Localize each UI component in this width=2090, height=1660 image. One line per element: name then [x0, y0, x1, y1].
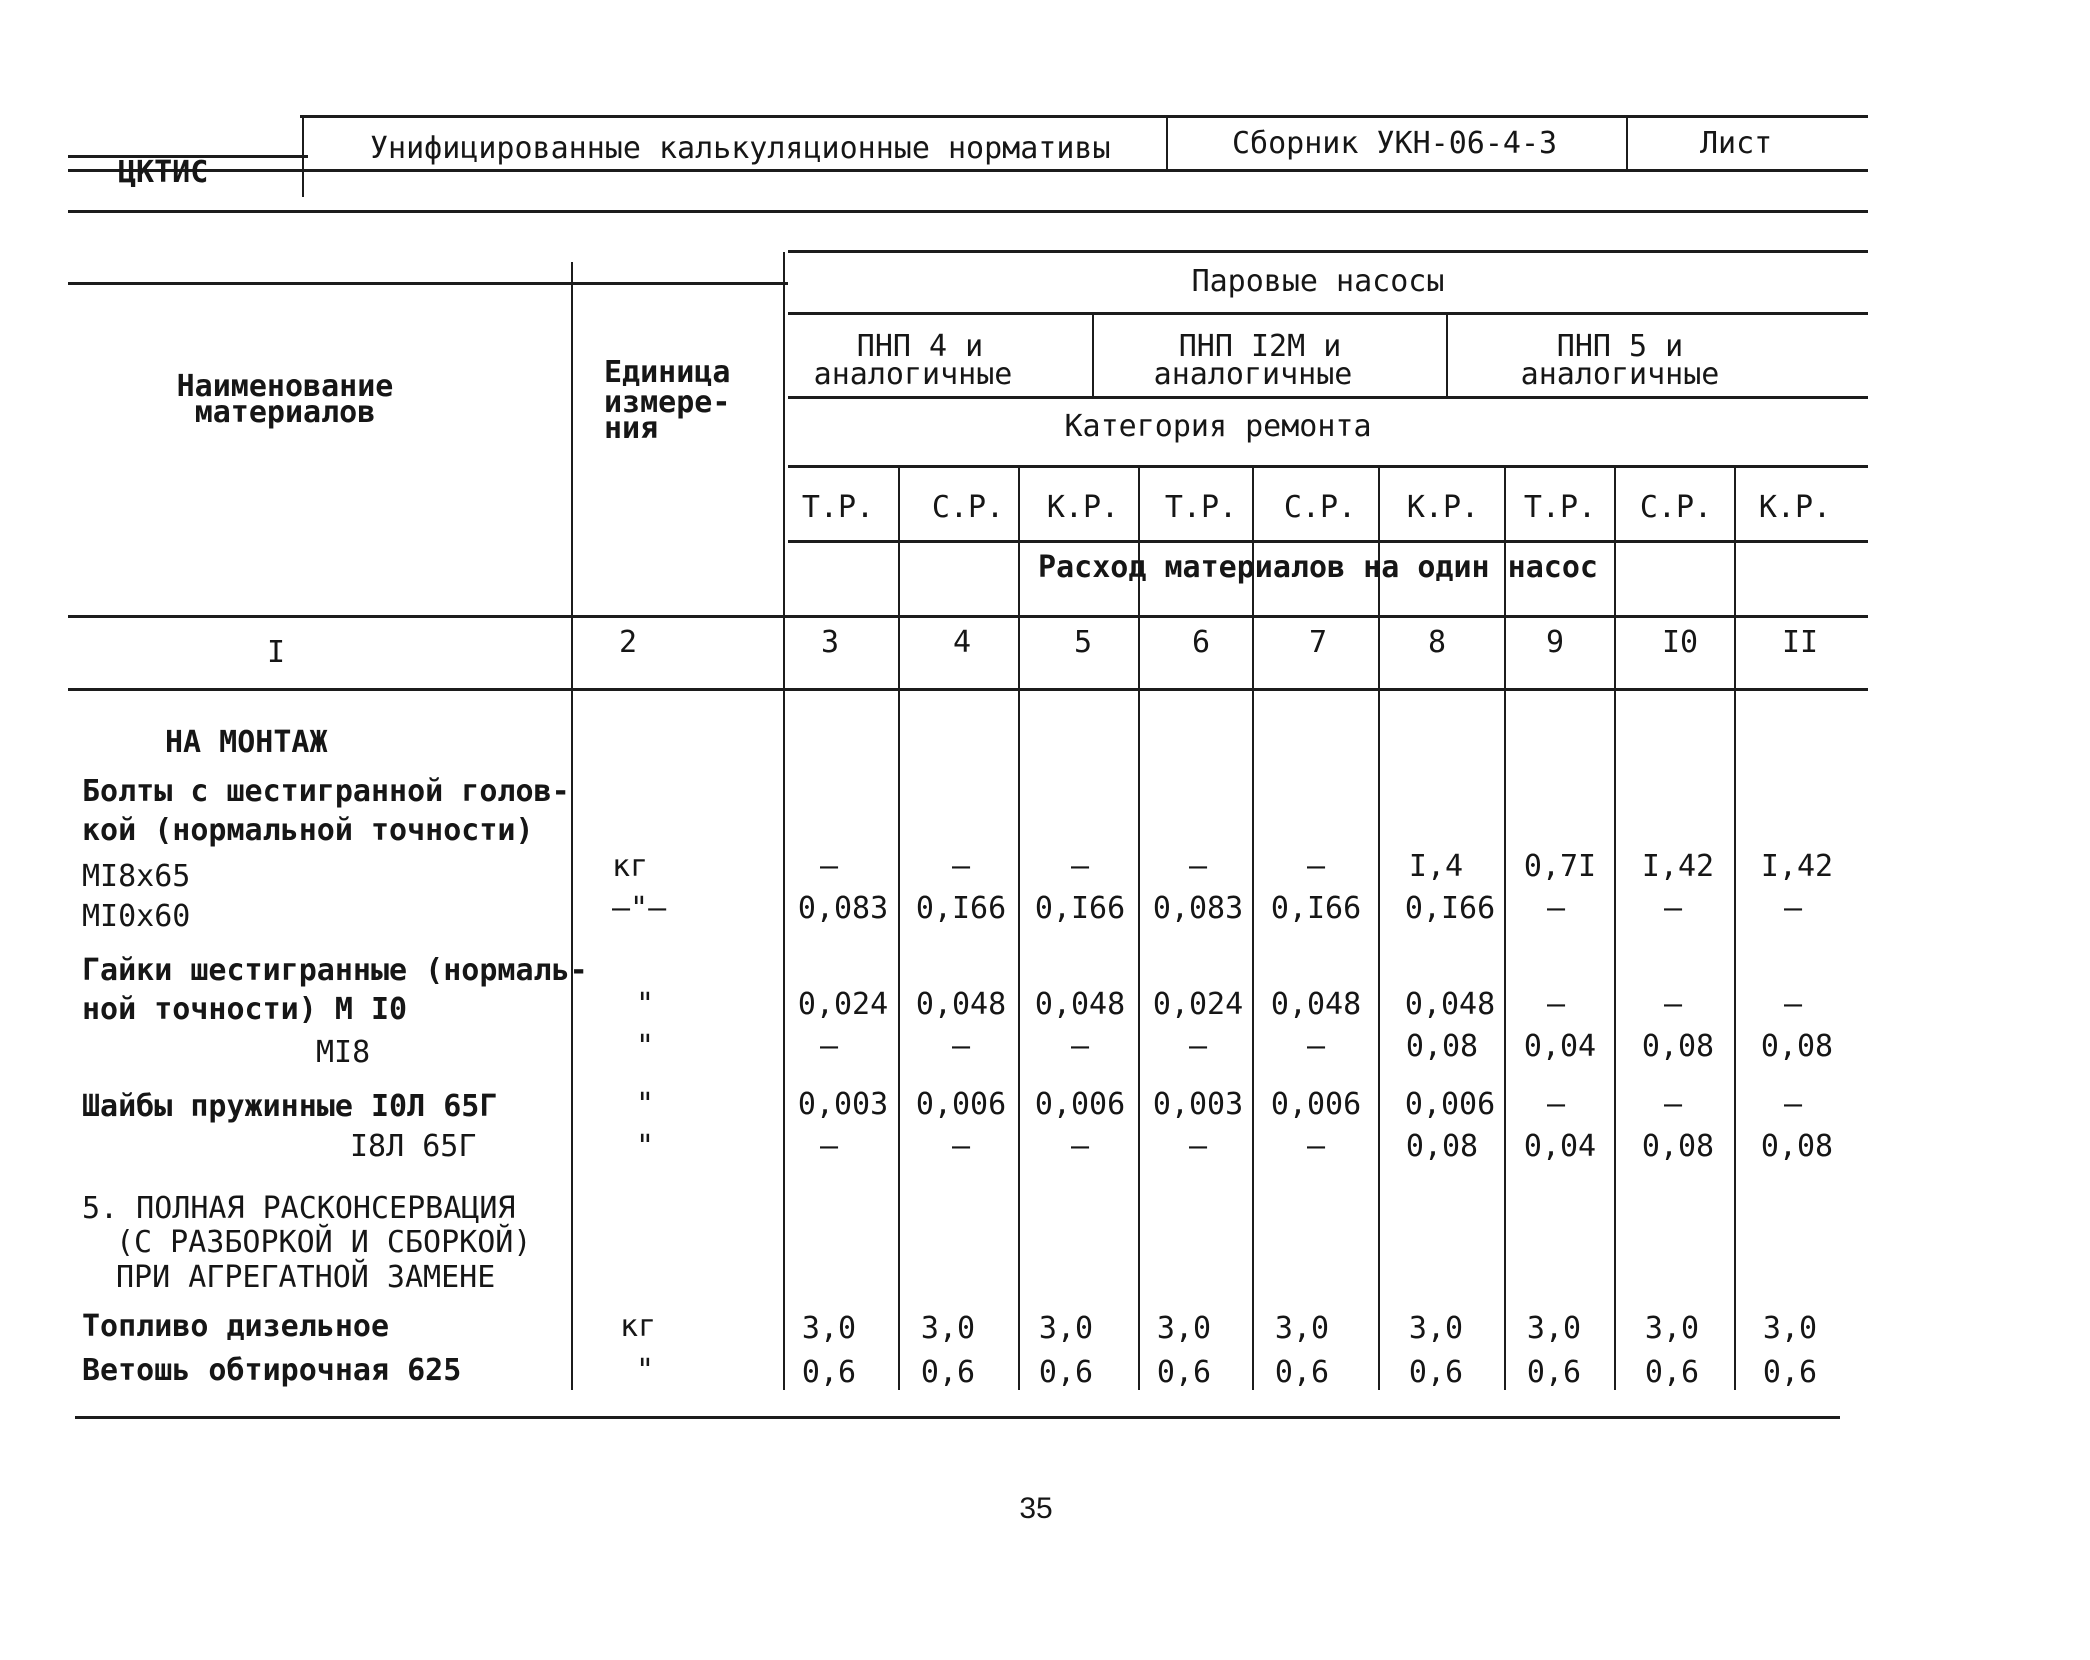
value-col-divider-6	[1504, 466, 1506, 1390]
collection-label: Сборник УКН-06-4-3	[1232, 126, 1558, 161]
page-number: 35	[1019, 1492, 1053, 1525]
pump-group-2-line-2: аналогичные	[1153, 357, 1353, 392]
steam-pumps-header: Паровые насосы	[1191, 264, 1445, 299]
value-cell: 0,6	[801, 1355, 857, 1390]
value-cell: 0,048	[1034, 987, 1126, 1022]
value-cell: –	[1188, 1029, 1208, 1064]
value-cell: –	[951, 1129, 971, 1164]
value-col-divider-7	[1614, 466, 1616, 1390]
value-cell: 0,6	[1274, 1355, 1330, 1390]
value-cell: 0,6	[1156, 1355, 1212, 1390]
repair-category-header: Категория ремонта	[1064, 409, 1372, 444]
column-number: 6	[1191, 625, 1211, 660]
column-number: 2	[618, 625, 638, 660]
value-cell: –	[1663, 891, 1683, 926]
table-top-rule-left	[68, 282, 788, 285]
document-title: Унифицированные калькуляционные нормативы	[370, 131, 1111, 166]
value-cell: 3,0	[1038, 1311, 1094, 1346]
value-cell: 0,003	[1152, 1087, 1244, 1122]
table-bottom-rule	[75, 1416, 1840, 1419]
header-divider-1	[302, 115, 304, 197]
unit-cell: кг	[612, 849, 649, 884]
value-cell: –	[1663, 987, 1683, 1022]
sheet-label: Лист	[1700, 126, 1773, 161]
header-bottom-rule	[68, 169, 1868, 172]
value-cell: 0,006	[1270, 1087, 1362, 1122]
consumption-header-rule	[788, 540, 1868, 543]
value-cell: 3,0	[1274, 1311, 1330, 1346]
value-cell: 0,006	[1034, 1087, 1126, 1122]
material-name: Ветошь обтирочная 625	[82, 1353, 462, 1388]
column-number: I0	[1661, 625, 1699, 660]
value-cell: 3,0	[1156, 1311, 1212, 1346]
value-cell: –	[1783, 1087, 1803, 1122]
value-cell: 0,6	[1038, 1355, 1094, 1390]
material-name: Топливо дизельное	[82, 1309, 390, 1344]
table-top-rule-right	[788, 250, 1868, 253]
value-cell: –	[1546, 987, 1566, 1022]
material-name: I8Л 65Г	[350, 1129, 477, 1164]
category-code: Т.Р.	[1164, 490, 1238, 525]
value-cell: –	[1188, 1129, 1208, 1164]
value-cell: 0,08	[1760, 1029, 1834, 1064]
unit-cell: "	[636, 987, 655, 1022]
value-cell: 0,08	[1760, 1129, 1834, 1164]
pump-group-rule	[788, 312, 1868, 315]
value-cell: 0,04	[1523, 1129, 1597, 1164]
column-number: I	[266, 635, 286, 670]
value-col-divider-1	[898, 466, 900, 1390]
category-code: С.Р.	[1639, 490, 1713, 525]
header-divider-3	[1626, 115, 1628, 171]
value-cell: 3,0	[920, 1311, 976, 1346]
unit-cell: "	[636, 1087, 655, 1122]
value-cell: 0,I66	[1034, 891, 1126, 926]
section-5-heading-line-3: ПРИ АГРЕГАТНОЙ ЗАМЕНЕ	[116, 1260, 496, 1295]
value-cell: 0,083	[797, 891, 889, 926]
category-code: К.Р.	[1406, 490, 1480, 525]
value-cell: 0,08	[1405, 1129, 1479, 1164]
category-code: С.Р.	[1283, 490, 1357, 525]
value-cell: –	[1306, 1129, 1326, 1164]
column-number: 9	[1545, 625, 1565, 660]
column-number: 5	[1073, 625, 1093, 660]
value-cell: 0,08	[1405, 1029, 1479, 1064]
value-cell: I,42	[1641, 849, 1715, 884]
header-under-rule	[68, 210, 1868, 213]
unit-column-header-line-3: ния	[604, 411, 659, 446]
value-cell: –	[819, 1029, 839, 1064]
value-cell: –	[951, 849, 971, 884]
value-cell: –	[819, 849, 839, 884]
value-cell: –	[1663, 1087, 1683, 1122]
bolts-description-line-1: Болты с шестигранной голов-	[82, 774, 570, 809]
value-cell: 0,024	[1152, 987, 1244, 1022]
nuts-description-line-1: Гайки шестигранные (нормаль-	[82, 953, 588, 988]
value-col-divider-5	[1378, 466, 1380, 1390]
value-cell: 3,0	[801, 1311, 857, 1346]
pump-group-1-line-1: ПНП 4 и	[856, 329, 984, 364]
value-cell: –	[1546, 891, 1566, 926]
material-name: MI8	[316, 1035, 371, 1070]
value-cell: 0,08	[1641, 1129, 1715, 1164]
value-cell: 3,0	[1762, 1311, 1818, 1346]
unit-cell: –"–	[612, 891, 667, 926]
name-column-header-line-2: материалов	[194, 395, 376, 430]
pump-group-divider-2	[1446, 314, 1448, 396]
value-cell: 0,6	[1644, 1355, 1700, 1390]
value-cell: 0,006	[1404, 1087, 1496, 1122]
value-cell: 0,048	[1404, 987, 1496, 1022]
value-cell: 0,04	[1523, 1029, 1597, 1064]
value-cell: 0,6	[1762, 1355, 1818, 1390]
pump-group-2-line-1: ПНП I2M и	[1178, 329, 1342, 364]
value-cell: –	[1070, 1129, 1090, 1164]
section-mount-heading: НА МОНТАЖ	[165, 725, 328, 760]
pump-group-3-line-1: ПНП 5 и	[1556, 329, 1684, 364]
value-cell: –	[1546, 1087, 1566, 1122]
value-cell: 0,006	[915, 1087, 1007, 1122]
column-number: 4	[952, 625, 972, 660]
category-code: Т.Р.	[801, 490, 875, 525]
unit-cell: "	[636, 1129, 655, 1164]
unit-column-header-line-2: измере-	[604, 385, 731, 420]
washers-description: Шайбы пружинные I0Л 65Г	[82, 1089, 498, 1124]
value-cell: –	[1783, 987, 1803, 1022]
value-cell: 3,0	[1644, 1311, 1700, 1346]
nuts-description-line-2: ной точности) М I0	[82, 992, 408, 1027]
value-cell: –	[1070, 849, 1090, 884]
column-numbers-bottom-rule	[68, 688, 1868, 691]
category-code: Т.Р.	[1523, 490, 1597, 525]
value-cell: I,42	[1760, 849, 1834, 884]
column-number: 8	[1427, 625, 1447, 660]
category-codes-rule	[788, 465, 1868, 468]
material-name: MI8x65	[82, 859, 191, 894]
pump-group-1-line-2: аналогичные	[813, 357, 1013, 392]
value-cell: 0,003	[797, 1087, 889, 1122]
column-number: 7	[1308, 625, 1328, 660]
value-cell: –	[819, 1129, 839, 1164]
header-divider-2	[1166, 115, 1168, 171]
category-header-rule	[788, 396, 1868, 399]
column-numbers-top-rule	[68, 615, 1868, 618]
value-cell: 0,I66	[915, 891, 1007, 926]
pump-group-3-line-2: аналогичные	[1520, 357, 1720, 392]
value-cell: 0,6	[1408, 1355, 1464, 1390]
bolts-description-line-2: кой (нормальной точности)	[82, 813, 534, 848]
value-cell: 0,08	[1641, 1029, 1715, 1064]
value-cell: 0,I66	[1270, 891, 1362, 926]
value-cell: 3,0	[1408, 1311, 1464, 1346]
category-code: С.Р.	[931, 490, 1005, 525]
value-cell: 0,I66	[1404, 891, 1496, 926]
value-cell: 0,7I	[1523, 849, 1597, 884]
value-cell: 0,048	[1270, 987, 1362, 1022]
value-cell: 0,048	[915, 987, 1007, 1022]
section-5-heading-line-2: (С РАЗБОРКОЙ И СБОРКОЙ)	[116, 1225, 532, 1260]
value-col-divider-3	[1138, 466, 1140, 1390]
material-name: MI0x60	[82, 899, 191, 934]
consumption-header: Расход материалов на один насос	[1038, 550, 1598, 585]
value-cell: –	[951, 1029, 971, 1064]
value-cell: –	[1188, 849, 1208, 884]
unit-cell: "	[636, 1353, 655, 1388]
section-5-heading-line-1: 5. ПОЛНАЯ РАСКОНСЕРВАЦИЯ	[82, 1191, 516, 1226]
value-cell: 3,0	[1526, 1311, 1582, 1346]
unit-cell: кг	[620, 1309, 657, 1344]
value-cell: 0,6	[920, 1355, 976, 1390]
value-cell: 0,6	[1526, 1355, 1582, 1390]
value-cell: –	[1306, 849, 1326, 884]
category-code: К.Р.	[1758, 490, 1832, 525]
value-col-divider-2	[1018, 466, 1020, 1390]
value-col-divider-8	[1734, 466, 1736, 1390]
name-column-header-line-1: Наименование	[176, 369, 394, 404]
column-number: 3	[820, 625, 840, 660]
value-col-divider-4	[1252, 466, 1254, 1390]
values-left-border	[783, 252, 785, 1390]
value-cell: –	[1783, 891, 1803, 926]
value-cell: –	[1306, 1029, 1326, 1064]
header-top-rule	[300, 115, 1868, 118]
value-cell: 0,083	[1152, 891, 1244, 926]
value-cell: I,4	[1408, 849, 1464, 884]
unit-column-header-line-1: Единица	[604, 355, 731, 390]
unit-cell: "	[636, 1029, 655, 1064]
column-number: II	[1781, 625, 1819, 660]
value-cell: 0,024	[797, 987, 889, 1022]
unit-column-left-border	[571, 262, 573, 1390]
value-cell: –	[1070, 1029, 1090, 1064]
category-code: К.Р.	[1046, 490, 1120, 525]
pump-group-divider-1	[1092, 314, 1094, 396]
org-label: ЦКТИС	[118, 155, 209, 190]
